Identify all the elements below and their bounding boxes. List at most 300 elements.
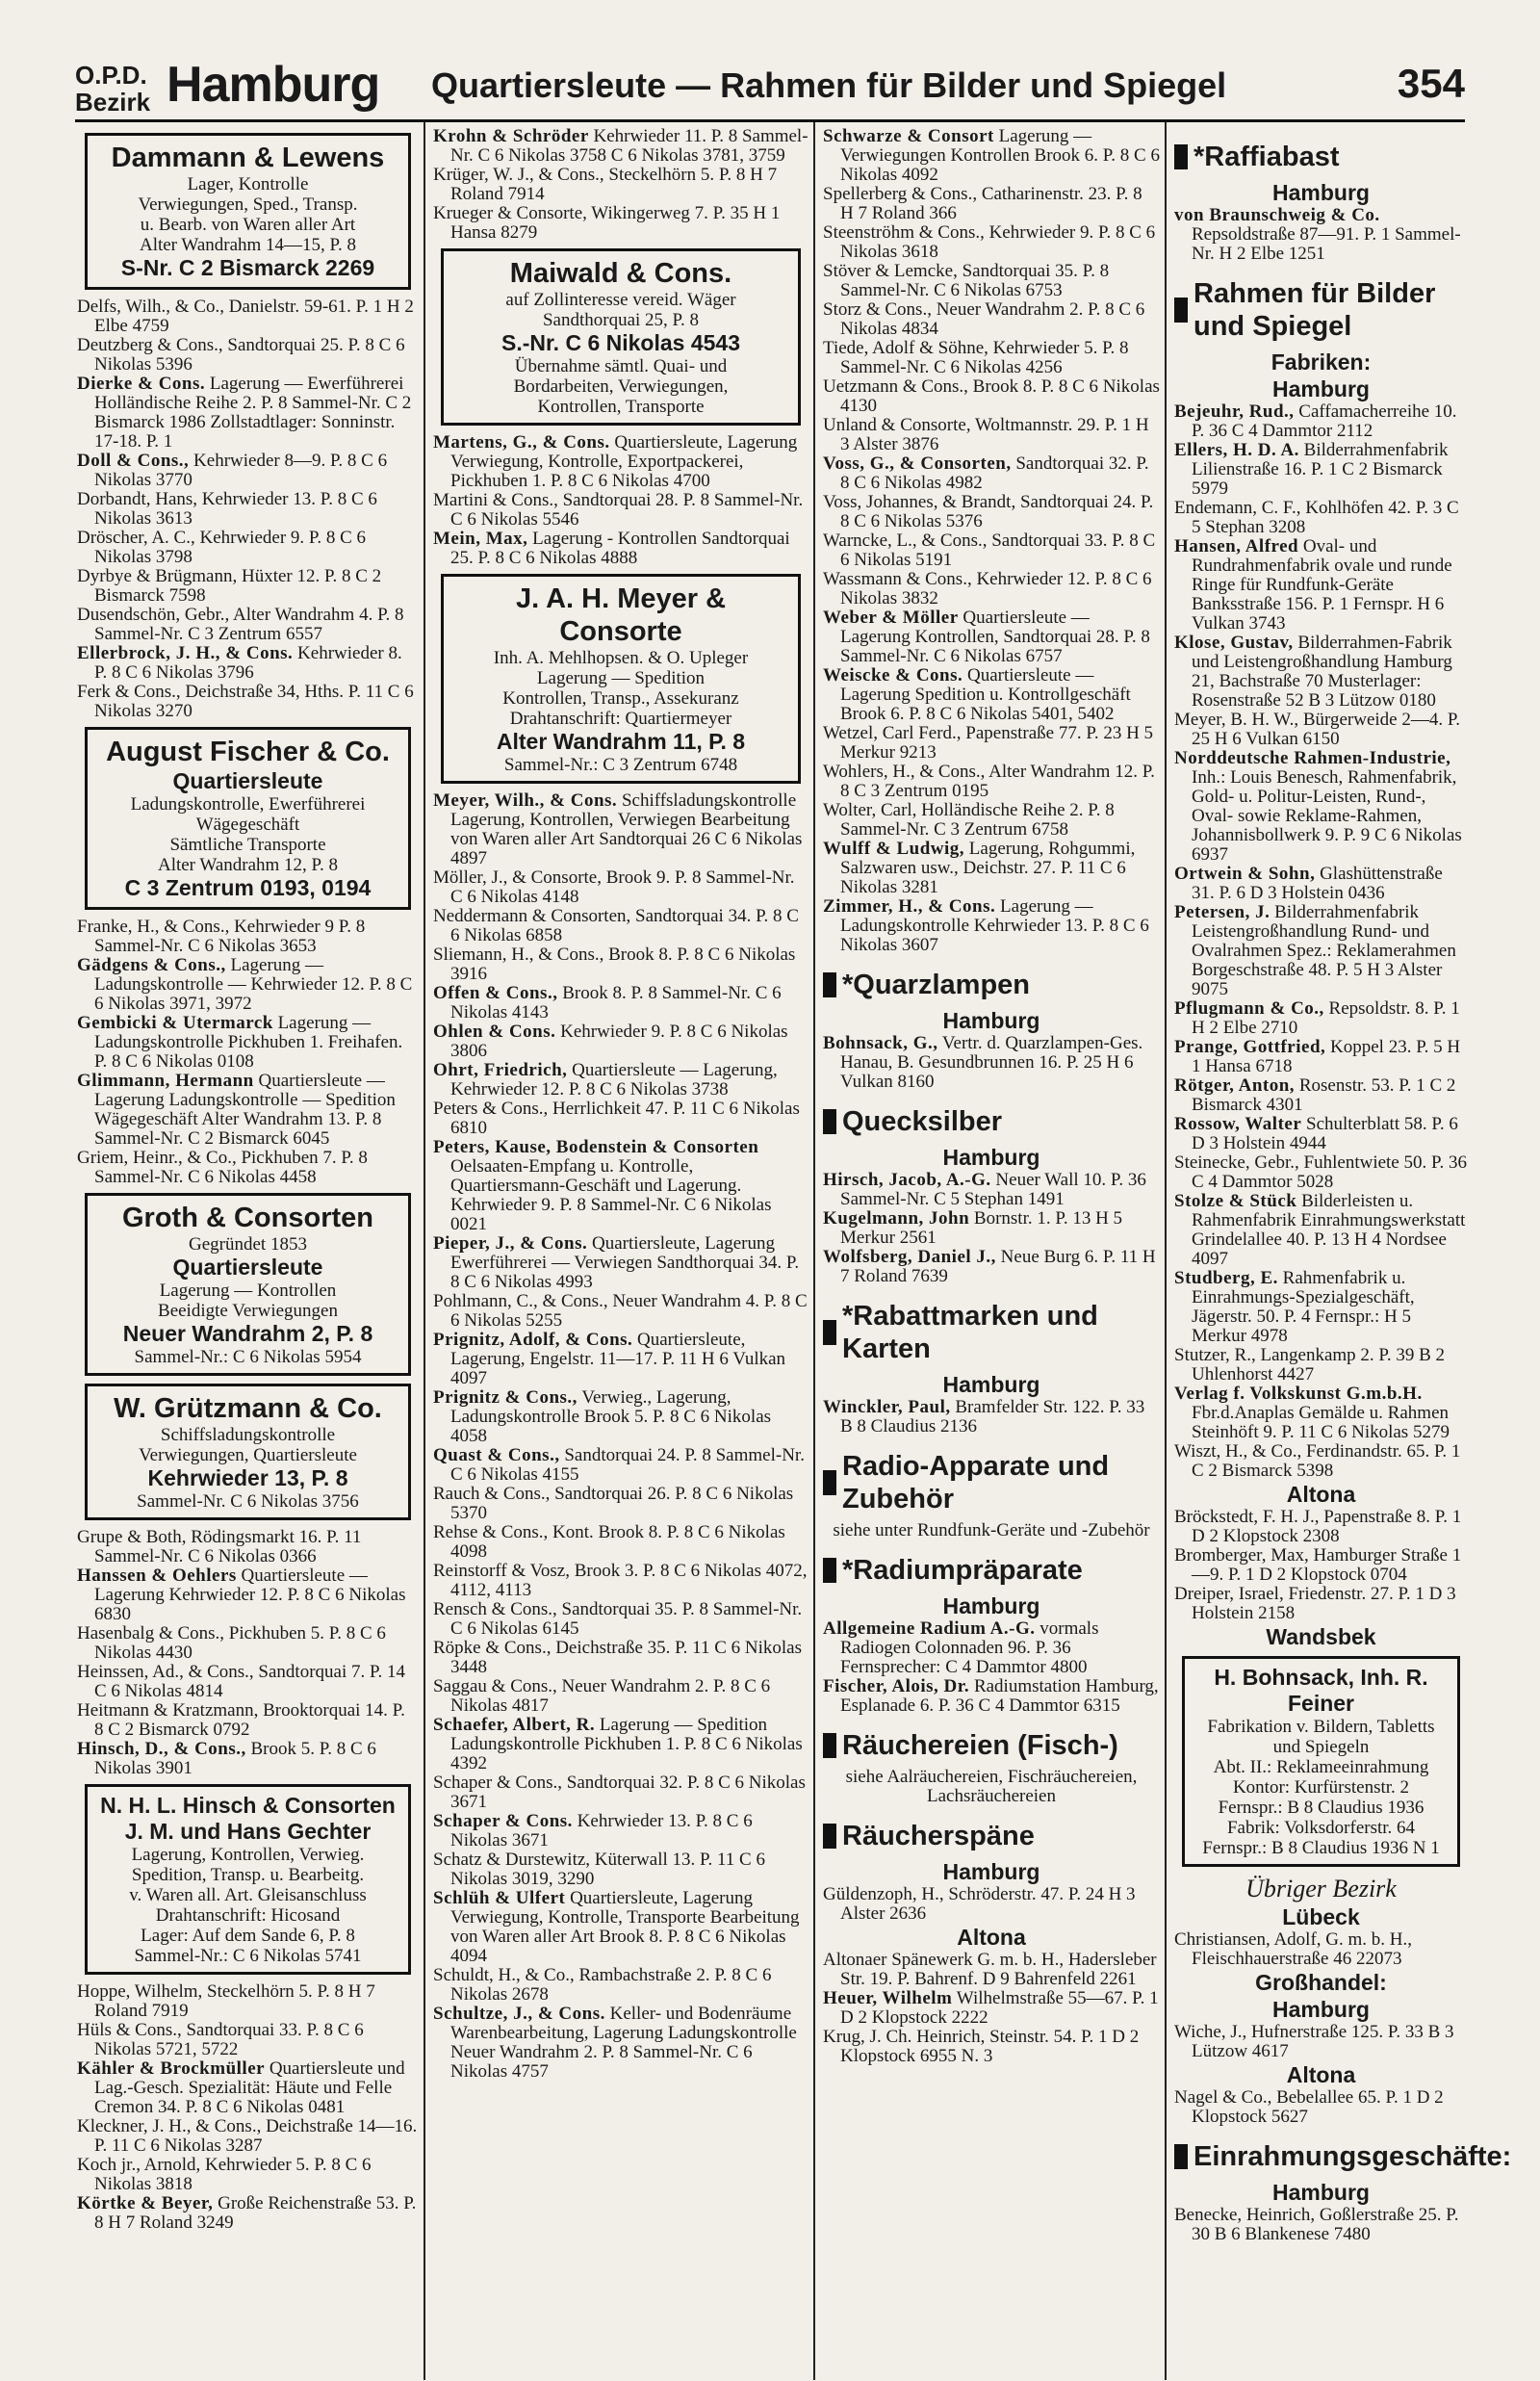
- entry-name: Schaefer, Albert, R.: [433, 1715, 596, 1735]
- entry-details: Franke, H., & Cons., Kehrwieder 9 P. 8 Sammel-Nr. C 6 Nikolas 3653: [77, 917, 366, 956]
- entry-details: Wiche, J., Hufnerstraße 125. P. 33 B 3 Lützow 4617: [1174, 2022, 1454, 2061]
- location-heading: Fabriken:: [1270, 349, 1372, 375]
- ad-line: Drahtanschrift: Quartiermeyer: [509, 709, 732, 729]
- directory-entry: [77, 1014, 419, 1072]
- entry-details: Bromberger, Max, Hamburger Straße 1—9. P. 1 D 2 Klopstock 0704: [1174, 1545, 1462, 1585]
- ad-line: Lagerung — Spedition: [536, 668, 706, 688]
- entry-name: Stolze & Stück: [1174, 1191, 1297, 1211]
- entry-name: Meyer, Wilh., & Cons.: [433, 790, 618, 811]
- ad-line: Lagerung — Kontrollen: [159, 1281, 337, 1301]
- entry-details: Kehrwieder 11. P. 8 Sammel-Nr. C 6 Nikolas 3758 C 6 Nikolas 3781, 3759: [450, 126, 808, 166]
- directory-entry: [823, 454, 1160, 493]
- district-label: O.P.D. Bezirk: [75, 61, 151, 116]
- location-heading: Hamburg: [942, 1008, 1040, 1033]
- entry-details: Krüger, W. J., & Cons., Steckelhörn 5. P. 8 H 7 Roland 7914: [433, 165, 778, 204]
- entry-name: Pflugmann & Co.,: [1174, 998, 1324, 1019]
- directory-entry: [77, 2156, 419, 2194]
- ad-line: Groth & Consorten: [122, 1203, 373, 1233]
- entry-name: Gembicki & Utermarck: [77, 1013, 273, 1033]
- column-divider: [424, 122, 425, 2380]
- entry-name: Zimmer, H., & Cons.: [823, 896, 996, 917]
- directory-entry: [77, 529, 419, 567]
- directory-entry: [1174, 1269, 1468, 1346]
- entry-name: Schlüh & Ulfert: [433, 1888, 566, 1908]
- category-heading: [823, 1820, 1160, 1852]
- directory-entry: [823, 127, 1160, 185]
- ad-line: Lager: Auf dem Sande 6, P. 8: [141, 1926, 355, 1946]
- directory-entry: [77, 956, 419, 1014]
- location-heading: Hamburg: [942, 1145, 1040, 1170]
- directory-entry: [823, 608, 1160, 666]
- ad-line: W. Grützmann & Co.: [114, 1393, 382, 1424]
- directory-entry: [1174, 634, 1468, 711]
- entry-name: Kugelmann, John: [823, 1208, 970, 1229]
- ad-line: und Spiegeln: [1272, 1737, 1370, 1757]
- entry-details: Pohlmann, C., & Cons., Neuer Wandrahm 4. P. 8 C 6 Nikolas 5255: [433, 1291, 808, 1331]
- location-heading: Hamburg: [1272, 376, 1370, 401]
- entry-name: Klose, Gustav,: [1174, 633, 1294, 653]
- directory-entry: [823, 2028, 1160, 2066]
- entry-details: Saggau & Cons., Neuer Wandrahm 2. P. 8 C 6 Nikolas 4817: [433, 1676, 771, 1716]
- entry-details: Krueger & Consorte, Wikingerweg 7. P. 35 H 1 Hansa 8279: [433, 203, 781, 243]
- entry-name: Pieper, J., & Cons.: [433, 1233, 588, 1254]
- directory-entry: [77, 1624, 419, 1663]
- directory-entry: [433, 1234, 808, 1292]
- header-rule: [75, 119, 1465, 122]
- entry-name: Kähler & Brockmüller: [77, 2058, 266, 2079]
- entry-details: Brook 8. P. 8 Sammel-Nr. C 6 Nikolas 4143: [450, 983, 782, 1022]
- directory-entry: [433, 868, 808, 907]
- directory-entry: [77, 490, 419, 529]
- entry-details: Bilderleisten u. Rahmenfabrik Einrahmungswerkstatt Grindelallee 40. P. 13 H 4 Nordsee 4097: [1192, 1191, 1466, 1269]
- ad-line: August Fischer & Co.: [106, 737, 390, 767]
- entry-details: Schaper & Cons., Sandtorquai 32. P. 8 C 6 Nikolas 3671: [433, 1773, 806, 1812]
- ad-line: Verwiegungen, Sped., Transp.: [138, 194, 358, 215]
- entry-name: Weiscke & Cons.: [823, 665, 963, 686]
- entry-details: Wolter, Carl, Holländische Reihe 2. P. 8 Sammel-Nr. C 3 Zentrum 6758: [823, 800, 1115, 840]
- entry-details: Radiumstation Hamburg, Esplanade 6. P. 36 C 4 Dammtor 6315: [840, 1676, 1159, 1716]
- entry-details: Brook 5. P. 8 C 6 Nikolas 3901: [94, 1739, 376, 1778]
- directory-entry: [433, 791, 808, 868]
- section-title: Quartiersleute — Rahmen für Bilder und Spiegel: [431, 65, 1227, 105]
- directory-entry: [433, 2005, 808, 2082]
- entry-details: Große Reichenstraße 53. P. 8 H 7 Roland 3249: [94, 2193, 417, 2233]
- entry-name: Fischer, Alois, Dr.: [823, 1676, 970, 1696]
- entry-details: Verwieg., Lagerung, Ladungskontrolle Brook 5. P. 8 C 6 Nikolas 4058: [450, 1387, 772, 1446]
- entry-details: Bilderrahmenfabrik Lilienstraße 16. P. 1 C 2 Bismarck 5979: [1192, 440, 1449, 499]
- entry-details: Altonaer Spänewerk G. m. b. H., Hadersleber Str. 19. P. Bahrenf. D 9 Bahrenfeld 2261: [823, 1950, 1157, 1989]
- entry-details: Quartiersleute — Lagerung Kontrollen, Sandtorquai 28. P. 8 Sammel-Nr. C 6 Nikolas 6757: [840, 608, 1150, 666]
- directory-entry: [823, 416, 1160, 454]
- directory-entry: [823, 1209, 1160, 1248]
- advertisement-box: [1182, 1656, 1460, 1867]
- location-heading: Hamburg: [1272, 180, 1370, 205]
- entry-name: Bejeuhr, Rud.,: [1174, 401, 1295, 422]
- directory-entry: [77, 567, 419, 606]
- directory-entry: [433, 945, 808, 984]
- entry-details: Koch jr., Arnold, Kehrwieder 5. P. 8 C 6 Nikolas 3818: [77, 2155, 372, 2194]
- directory-entry: [433, 1716, 808, 1773]
- page-header: [75, 56, 1465, 117]
- directory-entry: [77, 918, 419, 956]
- entry-details: Schuldt, H., & Co., Rambachstraße 2. P. 8 C 6 Nikolas 2678: [433, 1965, 772, 2005]
- category-marker: [823, 972, 836, 997]
- ad-line: Ladungskontrolle, Ewerführerei: [130, 794, 366, 815]
- advertisement-box: [85, 1193, 411, 1376]
- ad-line: Sammel-Nr.: C 3 Zentrum 6748: [503, 755, 738, 775]
- category-marker: [1174, 298, 1188, 323]
- advertisement-box: [441, 248, 801, 426]
- entry-name: Norddeutsche Rahmen-Industrie,: [1174, 748, 1451, 768]
- entry-details: Ferk & Cons., Deichstraße 34, Hths. P. 11 C 6 Nikolas 3270: [77, 682, 414, 721]
- entry-name: Ohlen & Cons.: [433, 1022, 556, 1042]
- entry-details: Reinstorff & Vosz, Brook 3. P. 8 C 6 Nikolas 4072, 4112, 4113: [433, 1561, 808, 1600]
- location-heading: Hamburg: [942, 1859, 1040, 1884]
- directory-entry: [823, 1398, 1160, 1436]
- directory-entry: [1174, 537, 1468, 634]
- column-4: [1174, 127, 1512, 2375]
- ad-line: Inh. A. Mehlhopsen. & O. Upleger: [493, 648, 749, 668]
- ad-line: Abt. II.: Reklameeinrahmung: [1213, 1757, 1429, 1777]
- entry-details: Heinssen, Ad., & Cons., Sandtorquai 7. P. 14 C 6 Nikolas 4814: [77, 1662, 405, 1701]
- ad-line: Dammann & Lewens: [111, 142, 385, 173]
- directory-entry: [823, 300, 1160, 339]
- category-marker: [823, 1320, 836, 1345]
- entry-name: Schaper & Cons.: [433, 1811, 573, 1831]
- category-heading: [823, 1105, 1160, 1138]
- entry-details: Neue Burg 6. P. 11 H 7 Roland 7639: [840, 1247, 1156, 1286]
- entry-details: Unland & Consorte, Woltmannstr. 29. P. 1 H 3 Alster 3876: [823, 415, 1149, 454]
- directory-entry: [823, 1951, 1160, 1989]
- directory-entry: [1174, 1153, 1468, 1192]
- entry-details: Keller- und Bodenräume Warenbearbeitung, Lagerung Ladungskontrolle Neuer Wandrahm 2. P. 8 Sammel-Nr. C 6 Nikolas 4757: [450, 2004, 797, 2082]
- entry-name: Bohnsack, G.,: [823, 1033, 938, 1053]
- entry-name: Glimmann, Hermann: [77, 1071, 254, 1091]
- ad-line: Bordarbeiten, Verwiegungen,: [513, 376, 729, 397]
- ad-line: Gegründet 1853: [189, 1234, 307, 1255]
- entry-details: Martini & Cons., Sandtorquai 28. P. 8 Sammel-Nr. C 6 Nikolas 5546: [433, 490, 804, 530]
- directory-entry: [823, 1171, 1160, 1209]
- directory-entry: [77, 2194, 419, 2233]
- entry-details: Bilderrahmen-Fabrik und Leistengroßhandlung Hamburg 21, Bachstraße 70 Musterlager: Rosenstraße 52 B 3 Lützow 0180: [1192, 633, 1452, 711]
- location-heading: Altona: [1286, 2062, 1356, 2087]
- entry-details: Christiansen, Adolf, G. m. b. H., Fleischhauerstraße 46 22073: [1174, 1929, 1412, 1969]
- directory-entry: [823, 1989, 1160, 2028]
- entry-details: Röpke & Cons., Deichstraße 35. P. 11 C 6 Nikolas 3448: [433, 1638, 802, 1677]
- directory-entry: [823, 1034, 1160, 1092]
- entry-details: Delfs, Wilh., & Co., Danielstr. 59-61. P. 1 H 2 Elbe 4759: [77, 297, 414, 336]
- directory-entry: [823, 724, 1160, 763]
- entry-details: Dusendschön, Gebr., Alter Wandrahm 4. P. 8 Sammel-Nr. C 3 Zentrum 6557: [77, 605, 404, 644]
- entry-details: Glashüttenstraße 31. P. 6 D 3 Holstein 0436: [1192, 864, 1443, 903]
- directory-entry: [1174, 2206, 1468, 2244]
- entry-details: Quartiersleute — Lagerung Spedition u. Kontrollgeschäft Brook 6. P. 8 C 6 Nikolas 5401, 5402: [840, 665, 1131, 724]
- directory-entry: [1174, 1546, 1468, 1585]
- ad-line: S.-Nr. C 6 Nikolas 4543: [500, 330, 740, 355]
- location-heading: Hamburg: [1272, 1997, 1370, 2022]
- category-title: Radio-Apparate und Zubehör: [842, 1451, 1110, 1514]
- directory-entry: [77, 606, 419, 644]
- category-marker: [823, 1470, 836, 1495]
- entry-name: Hansen, Alfred: [1174, 536, 1299, 556]
- entry-name: Mein, Max,: [433, 529, 528, 549]
- directory-entry: [1174, 402, 1468, 441]
- directory-entry: [1174, 711, 1468, 749]
- directory-entry: [1174, 2088, 1468, 2127]
- directory-entry: [1174, 1508, 1468, 1546]
- entry-details: Grupe & Both, Rödingsmarkt 16. P. 11 Sammel-Nr. C 6 Nikolas 0366: [77, 1527, 362, 1566]
- entry-details: Nagel & Co., Bebelallee 65. P. 1 D 2 Klopstock 5627: [1174, 2087, 1444, 2127]
- cross-reference: siehe Aalräuchereien, Fischräuchereien, Lachsräuchereien: [845, 1767, 1138, 1806]
- category-heading: [823, 1450, 1160, 1515]
- column-divider: [813, 122, 815, 2380]
- entry-details: Deutzberg & Cons., Sandtorquai 25. P. 8 C 6 Nikolas 5396: [77, 335, 405, 375]
- ad-line: J. M. und Hans Gechter: [124, 1819, 372, 1844]
- entry-details: Lagerung — Ladungskontrolle Kehrwieder 13. P. 8 C 6 Nikolas 3607: [840, 896, 1149, 955]
- location-heading: Wandsbek: [1266, 1624, 1376, 1649]
- directory-entry: [77, 1740, 419, 1778]
- entry-details: Peters & Cons., Herrlichkeit 47. P. 11 C 6 Nikolas 6810: [433, 1099, 800, 1138]
- entry-name: Peters, Kause, Bodenstein & Consorten: [433, 1137, 759, 1157]
- directory-entry: [77, 1072, 419, 1149]
- entry-name: Prignitz & Cons.,: [433, 1387, 578, 1408]
- entry-details: Sandtorquai 32. P. 8 C 6 Nikolas 4982: [840, 453, 1149, 493]
- directory-entry: [77, 298, 419, 336]
- directory-entry: [433, 433, 808, 491]
- entry-name: Schwarze & Consort: [823, 126, 994, 146]
- advertisement-box: [85, 1384, 411, 1520]
- directory-entry: [433, 1812, 808, 1850]
- entry-details: Quartiersleute, Lagerung, Engelstr. 11—17. P. 11 H 6 Vulkan 4097: [450, 1330, 786, 1388]
- entry-details: Lagerung — Verwiegungen Kontrollen Brook 6. P. 8 C 6 Nikolas 4092: [840, 126, 1160, 185]
- ad-line: Quartiersleute: [172, 768, 323, 793]
- category-heading: [823, 1300, 1160, 1365]
- entry-details: Quartiersleute — Lagerung, Kehrwieder 12. P. 8 C 6 Nikolas 3738: [450, 1060, 778, 1100]
- entry-name: Prignitz, Adolf, & Cons.: [433, 1330, 633, 1350]
- ad-line: Wägegeschäft: [195, 815, 300, 835]
- entry-details: Dröscher, A. C., Kehrwieder 9. P. 8 C 6 Nikolas 3798: [77, 528, 367, 567]
- entry-details: Quartiersleute, Lagerung Verwiegung, Kontrolle, Exportpackerei, Pickhuben 1. P. 8 C 6 Nikolas 4700: [450, 432, 798, 491]
- directory-entry: [823, 262, 1160, 300]
- entry-details: Quartiersleute — Lagerung Kehrwieder 12. P. 8 C 6 Nikolas 6830: [94, 1566, 406, 1624]
- directory-entry: [823, 339, 1160, 377]
- location-heading: Großhandel:: [1255, 1970, 1387, 1995]
- entry-details: Möller, J., & Consorte, Brook 9. P. 8 Sammel-Nr. C 6 Nikolas 4148: [433, 867, 795, 907]
- entry-details: Storz & Cons., Neuer Wandrahm 2. P. 8 C 6 Nikolas 4834: [823, 299, 1145, 339]
- category-heading: [1174, 141, 1468, 173]
- entry-details: Rahmenfabrik u. Einrahmungs-Spezialgeschäft, Jägerstr. 50. P. 4 Fernspr.: H 5 Merkur 4978: [1192, 1268, 1415, 1346]
- entry-details: Rosenstr. 53. P. 1 C 2 Bismarck 4301: [1192, 1075, 1456, 1115]
- location-heading: Lübeck: [1282, 1904, 1360, 1929]
- directory-entry: [1174, 1115, 1468, 1153]
- directory-entry: [1174, 1038, 1468, 1076]
- column-2: [433, 127, 808, 2375]
- entry-details: Koppel 23. P. 5 H 1 Hansa 6718: [1192, 1037, 1461, 1076]
- entry-details: Schatz & Durstewitz, Küterwall 13. P. 11 C 6 Nikolas 3019, 3290: [433, 1850, 765, 1889]
- directory-entry: [77, 1149, 419, 1187]
- entry-name: Krohn & Schröder: [433, 126, 589, 146]
- directory-entry: [1174, 206, 1468, 264]
- entry-details: Uetzmann & Cons., Brook 8. P. 8 C 6 Nikolas 4130: [823, 376, 1160, 416]
- directory-entry: [1174, 749, 1468, 865]
- entry-details: Krug, J. Ch. Heinrich, Steinstr. 54. P. 1 D 2 Klopstock 6955 N. 3: [823, 2027, 1140, 2066]
- entry-name: von Braunschweig & Co.: [1174, 205, 1380, 225]
- directory-entry: [77, 1663, 419, 1701]
- category-marker: [1174, 144, 1188, 169]
- entry-details: Repsoldstraße 87—91. P. 1 Sammel-Nr. H 2 Elbe 1251: [1192, 224, 1461, 264]
- entry-details: Güldenzoph, H., Schröderstr. 47. P. 24 H 3 Alster 2636: [823, 1884, 1136, 1924]
- ad-line: Quartiersleute: [172, 1255, 323, 1280]
- ad-line: Fabrikation v. Bildern, Tabletts: [1207, 1717, 1435, 1737]
- entry-name: Martens, G., & Cons.: [433, 432, 610, 453]
- ad-line: H. Bohnsack, Inh. R. Feiner: [1214, 1665, 1428, 1716]
- directory-entry: [433, 1773, 808, 1812]
- entry-name: Quast & Cons.,: [433, 1445, 560, 1465]
- ad-line: Kontrollen, Transp., Assekuranz: [502, 688, 739, 709]
- directory-entry: [77, 336, 419, 375]
- entry-details: Benecke, Heinrich, Goßlerstraße 25. P. 30 B 6 Blankenese 7480: [1174, 2205, 1459, 2244]
- entry-details: Bröckstedt, F. H. J., Papenstraße 8. P. 1 D 2 Klopstock 2308: [1174, 1507, 1462, 1546]
- ad-line: Sämtliche Transporte: [169, 835, 326, 855]
- entry-name: Ortwein & Sohn,: [1174, 864, 1316, 884]
- entry-details: Bilderrahmenfabrik Leistengroßhandlung Rund- und Ovalrahmen Spez.: Reklamerahmen Borgeschstraße 48. P. 5 H 3 Alster 9075: [1192, 902, 1456, 999]
- category-title: *Rabattmarken und Karten: [842, 1301, 1098, 1364]
- category-marker: [823, 1109, 836, 1134]
- entry-details: Stutzer, R., Langenkamp 2. P. 39 B 2 Uhlenhorst 4427: [1174, 1345, 1446, 1385]
- directory-entry: [1174, 865, 1468, 903]
- directory-entry: [433, 1292, 808, 1331]
- directory-entry: [433, 1485, 808, 1523]
- advertisement-box: [85, 727, 411, 910]
- entry-name: Ellerbrock, J. H., & Cons.: [77, 643, 294, 663]
- entry-details: Quartiersleute — Lagerung Ladungskontrolle — Spedition Wägegeschäft Alter Wandrahm 13. P. 8 Sammel-Nr. C 2 Bismarck 6045: [94, 1071, 396, 1149]
- directory-entry: [433, 1639, 808, 1677]
- entry-name: Hirsch, Jacob, A.-G.: [823, 1170, 991, 1190]
- entry-name: Gädgens & Cons.,: [77, 955, 226, 975]
- entry-details: Quartiersleute und Lag.-Gesch. Spezialität: Häute und Felle Cremon 34. P. 8 C 6 Nikolas 0481: [94, 2058, 405, 2117]
- ad-line: J. A. H. Meyer & Consorte: [515, 583, 727, 647]
- entry-details: Sliemann, H., & Cons., Brook 8. P. 8 C 6 Nikolas 3916: [433, 945, 796, 984]
- entry-details: Sandtorquai 24. P. 8 Sammel-Nr. C 6 Nikolas 4155: [450, 1445, 805, 1485]
- directory-entry: [433, 491, 808, 530]
- ad-line: Kontor: Kurfürstenstr. 2: [1232, 1777, 1410, 1798]
- location-heading: Altona: [957, 1925, 1026, 1950]
- entry-details: Wohlers, H., & Cons., Alter Wandrahm 12. P. 8 C 3 Zentrum 0195: [823, 762, 1155, 801]
- ad-line: S-Nr. C 2 Bismarck 2269: [120, 255, 375, 280]
- directory-entry: [823, 840, 1160, 897]
- entry-name: Hanssen & Oehlers: [77, 1566, 237, 1586]
- directory-entry: [77, 1982, 419, 2021]
- directory-entry: [433, 127, 808, 166]
- entry-details: Kehrwieder 13. P. 8 C 6 Nikolas 3671: [450, 1811, 753, 1850]
- ad-line: Maiwald & Cons.: [509, 258, 732, 289]
- entry-details: Lagerung — Ladungskontrolle — Kehrwieder 12. P. 8 C 6 Nikolas 3971, 3972: [94, 955, 413, 1014]
- entry-details: Endemann, C. F., Kohlhöfen 42. P. 3 C 5 Stephan 3208: [1174, 498, 1459, 537]
- directory-entry: [1174, 1385, 1468, 1442]
- directory-entry: [433, 530, 808, 568]
- ad-line: auf Zollinteresse vereid. Wäger: [505, 290, 736, 310]
- entry-name: Verlag f. Volkskunst G.m.b.H.: [1174, 1384, 1423, 1404]
- ad-line: u. Bearb. von Waren aller Art: [140, 215, 356, 235]
- entry-details: Quartiersleute, Lagerung Verwiegung, Kontrolle, Transporte Bearbeitung von Waren aller Art Brook 8. P. 8 C 6 Nikolas 4094: [450, 1888, 800, 1966]
- directory-entry: [77, 1701, 419, 1740]
- directory-entry: [433, 1966, 808, 2005]
- directory-entry: [823, 531, 1160, 570]
- directory-entry: [433, 1446, 808, 1485]
- advertisement-box: [85, 133, 411, 290]
- entry-details: Stöver & Lemcke, Sandtorquai 35. P. 8 Sammel-Nr. C 6 Nikolas 6753: [823, 261, 1110, 300]
- directory-entry: [77, 2117, 419, 2156]
- entry-name: Prange, Gottfried,: [1174, 1037, 1326, 1057]
- ad-line: Neuer Wandrahm 2, P. 8: [122, 1321, 373, 1346]
- directory-entry: [77, 375, 419, 452]
- directory-entry: [823, 570, 1160, 608]
- ad-line: Kontrollen, Transporte: [537, 397, 705, 417]
- category-heading: [823, 1729, 1160, 1762]
- entry-details: Hüls & Cons., Sandtorquai 33. P. 8 C 6 Nikolas 5721, 5722: [77, 2020, 364, 2059]
- directory-entry: [433, 1677, 808, 1716]
- directory-entry: [1174, 1346, 1468, 1385]
- directory-entry: [433, 1600, 808, 1639]
- directory-entry: [77, 683, 419, 721]
- ad-line: C 3 Zentrum 0193, 0194: [124, 875, 372, 900]
- directory-entry: [823, 1619, 1160, 1677]
- advertisement-box: [85, 1784, 411, 1975]
- location-heading: Altona: [1286, 1482, 1356, 1507]
- entry-details: Tiede, Adolf & Söhne, Kehrwieder 5. P. 8 Sammel-Nr. C 6 Nikolas 4256: [823, 338, 1129, 377]
- entry-details: Kleckner, J. H., & Cons., Deichstraße 14—16. P. 11 C 6 Nikolas 3287: [77, 2116, 418, 2156]
- entry-details: Wilhelmstraße 55—67. P. 1 D 2 Klopstock 2222: [840, 1988, 1159, 2028]
- ad-line: Fernspr.: B 8 Claudius 1936 N 1: [1202, 1838, 1440, 1858]
- entry-details: Vertr. d. Quarzlampen-Ges. Hanau, B. Gesundbrunnen 16. P. 25 H 6 Vulkan 8160: [840, 1033, 1143, 1092]
- entry-name: Körtke & Beyer,: [77, 2193, 214, 2213]
- ad-line: Spedition, Transp. u. Bearbeitg.: [131, 1865, 365, 1885]
- directory-entry: [823, 897, 1160, 955]
- page-number: 354: [1397, 61, 1465, 106]
- directory-entry: [1174, 1585, 1468, 1623]
- directory-entry: [433, 984, 808, 1022]
- directory-entry: [433, 1331, 808, 1388]
- entry-details: Neddermann & Consorten, Sandtorquai 34. P. 8 C 6 Nikolas 6858: [433, 906, 799, 945]
- category-marker: [823, 1824, 836, 1849]
- entry-name: Wulff & Ludwig,: [823, 839, 965, 859]
- entry-details: Quartiersleute, Lagerung Ewerführerei — Verwiegen Sandthorquai 34. P. 8 C 6 Nikolas 4993: [450, 1233, 800, 1292]
- ad-line: Alter Wandrahm 11, P. 8: [496, 729, 746, 754]
- ad-line: Alter Wandrahm 12, P. 8: [157, 855, 339, 875]
- entry-details: Steinecke, Gebr., Fuhlentwiete 50. P. 36 C 4 Dammtor 5028: [1174, 1152, 1467, 1192]
- ad-line: Lagerung, Kontrollen, Verwieg.: [131, 1845, 365, 1865]
- entry-details: vormals Radiogen Colonnaden 96. P. 36 Fernsprecher: C 4 Dammtor 4800: [840, 1618, 1099, 1677]
- directory-entry: [433, 204, 808, 243]
- directory-entry: [1174, 441, 1468, 499]
- column-3: [823, 127, 1160, 2375]
- directory-entry: [823, 1885, 1160, 1924]
- category-title: Rahmen für Bilder und Spiegel: [1194, 278, 1436, 342]
- directory-entry: [1174, 1442, 1468, 1481]
- entry-details: Rauch & Cons., Sandtorquai 26. P. 8 C 6 Nikolas 5370: [433, 1484, 794, 1523]
- entry-details: Schiffsladungskontrolle Lagerung, Kontrollen, Verwiegen Bearbeitung von Waren aller Art Sandtorquai 26 C 6 Nikolas 4897: [450, 790, 803, 868]
- entry-details: Schulterblatt 58. P. 6 D 3 Holstein 4944: [1192, 1114, 1458, 1153]
- directory-entry: [823, 801, 1160, 840]
- directory-entry: [433, 1100, 808, 1138]
- category-title: Einrahmungsgeschäfte:: [1194, 2141, 1512, 2172]
- entry-details: Wassmann & Cons., Kehrwieder 12. P. 8 C 6 Nikolas 3832: [823, 569, 1152, 608]
- ad-line: Fabrik: Volksdorferstr. 64: [1226, 1818, 1416, 1838]
- directory-entry: [433, 1061, 808, 1100]
- category-heading: [1174, 277, 1468, 343]
- ad-line: Sandthorquai 25, P. 8: [542, 310, 700, 330]
- directory-entry: [77, 452, 419, 490]
